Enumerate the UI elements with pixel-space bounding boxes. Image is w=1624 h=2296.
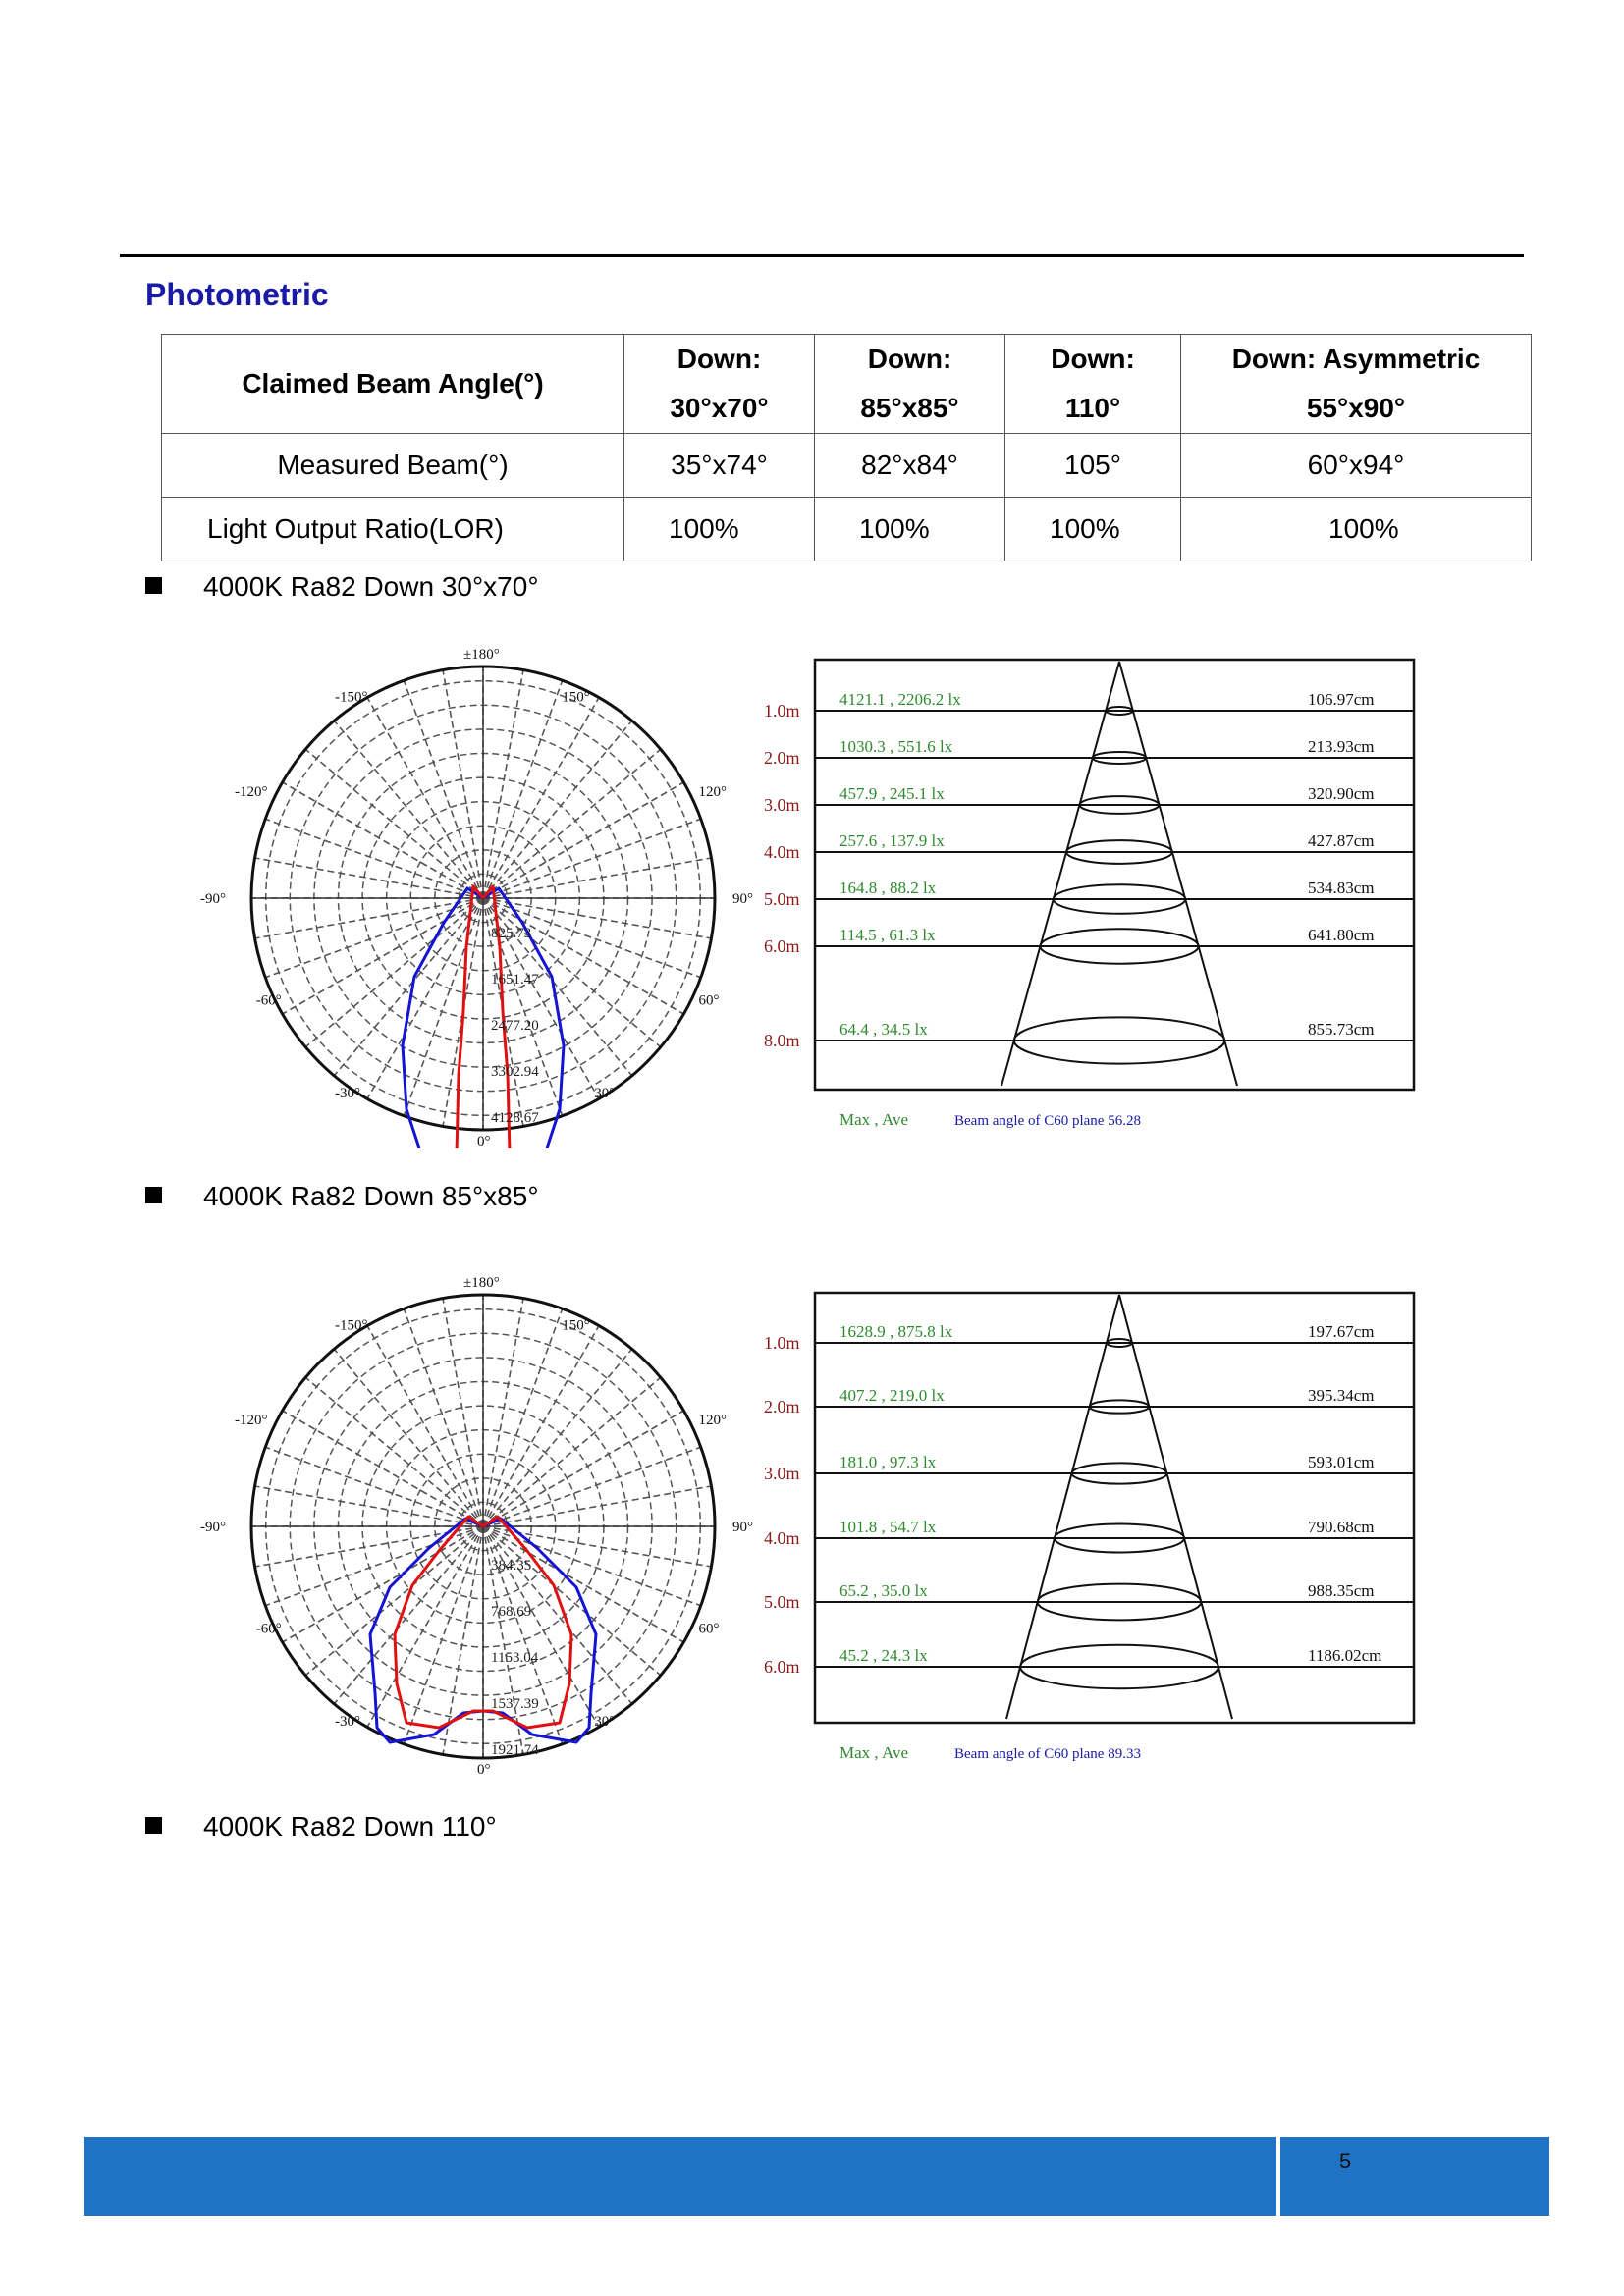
- distance-label: 8.0m: [764, 1031, 800, 1050]
- polar-spoke: [483, 1447, 701, 1526]
- illuminance-label: 65.2 , 35.0 lx: [839, 1581, 928, 1600]
- distance-label: 3.0m: [764, 795, 800, 815]
- polar-angle-label: ±180°: [463, 1275, 500, 1291]
- legend-max-ave: Max , Ave: [839, 1743, 909, 1762]
- illuminance-label: 164.8 , 88.2 lx: [839, 879, 937, 897]
- polar-angle-label: 60°: [698, 1621, 720, 1637]
- distance-label: 1.0m: [764, 1333, 800, 1353]
- diameter-label: 106.97cm: [1308, 690, 1375, 709]
- polar-diagram: [196, 628, 756, 1148]
- bullet-square-icon: [145, 1817, 162, 1834]
- illuminance-label: 407.2 , 219.0 lx: [839, 1386, 945, 1405]
- diameter-label: 320.90cm: [1308, 784, 1375, 803]
- polar-diagram: [196, 1256, 756, 1777]
- ring-value-label: 384.35: [491, 1558, 532, 1574]
- ring-value-label: 1537.39: [491, 1696, 539, 1712]
- legend-beam-angle: Beam angle of C60 plane 89.33: [954, 1746, 1141, 1762]
- polar-angle-label: 120°: [698, 784, 727, 801]
- polar-angle-label: -30°: [334, 1085, 360, 1101]
- distance-label: 5.0m: [764, 1592, 800, 1612]
- bullet-square-icon: [145, 577, 162, 594]
- diameter-label: 534.83cm: [1308, 879, 1375, 897]
- illuminance-label: 257.6 , 137.9 lx: [839, 831, 945, 850]
- diameter-label: 641.80cm: [1308, 926, 1375, 944]
- table-cell: 105°: [1005, 434, 1181, 498]
- distance-label: 6.0m: [764, 1657, 800, 1677]
- ring-value-label: 1153.04: [491, 1650, 539, 1666]
- distance-label: 3.0m: [764, 1464, 800, 1483]
- ring-value-label: 825.73: [491, 926, 532, 941]
- footer-bar: [84, 2137, 1276, 2216]
- ring-value-label: 1651.47: [491, 972, 539, 988]
- table-cell: 35°x74°: [624, 434, 815, 498]
- column-header: Down: 85°x85°: [815, 335, 1005, 434]
- column-header: Down: 30°x70°: [624, 335, 815, 434]
- bullet-item: 4000K Ra82 Down 110°: [145, 1811, 497, 1842]
- ring-value-label: 2477.20: [491, 1018, 539, 1034]
- row-label-lor: Light Output Ratio(LOR): [162, 498, 624, 561]
- table-cell: 82°x84°: [815, 434, 1005, 498]
- table-row: [162, 434, 1532, 498]
- section-heading: Photometric: [145, 277, 329, 312]
- polar-angle-label: ±180°: [463, 647, 500, 663]
- illuminance-label: 114.5 , 61.3 lx: [839, 926, 936, 944]
- bullet-square-icon: [145, 1187, 162, 1203]
- diameter-label: 593.01cm: [1308, 1453, 1375, 1471]
- polar-spoke: [404, 680, 483, 898]
- beam-spec-table: [161, 334, 1532, 561]
- page-number: 5: [1339, 2149, 1352, 2173]
- diameter-label: 1186.02cm: [1308, 1646, 1382, 1665]
- diameter-label: 427.87cm: [1308, 831, 1375, 850]
- illuminance-label: 1628.9 , 875.8 lx: [839, 1322, 953, 1341]
- diameter-label: 213.93cm: [1308, 737, 1375, 756]
- polar-spoke: [483, 680, 563, 898]
- ring-value-label: 4128.67: [491, 1110, 539, 1126]
- bullet-item: 4000K Ra82 Down 85°x85°: [145, 1181, 539, 1212]
- table-row: [162, 335, 1532, 434]
- polar-angle-label: 90°: [732, 1520, 753, 1535]
- illuminance-label: 101.8 , 54.7 lx: [839, 1518, 937, 1536]
- polar-angle-label: 120°: [698, 1413, 727, 1429]
- illuminance-label: 1030.3 , 551.6 lx: [839, 737, 953, 756]
- polar-spoke: [404, 898, 483, 1116]
- polar-angle-label: -120°: [235, 784, 268, 801]
- diameter-label: 790.68cm: [1308, 1518, 1375, 1536]
- diameter-label: 988.35cm: [1308, 1581, 1375, 1600]
- distance-label: 4.0m: [764, 842, 800, 862]
- illuminance-label: 457.9 , 245.1 lx: [839, 784, 945, 803]
- polar-angle-label: -90°: [200, 891, 226, 907]
- illuminance-label: 181.0 , 97.3 lx: [839, 1453, 937, 1471]
- polar-angle-label: -60°: [255, 1621, 282, 1637]
- polar-spoke: [265, 819, 483, 898]
- illuminance-label: 45.2 , 24.3 lx: [839, 1646, 928, 1665]
- polar-angle-label: 30°: [594, 1085, 616, 1101]
- ring-value-label: 3302.94: [491, 1064, 539, 1080]
- distance-label: 4.0m: [764, 1528, 800, 1548]
- polar-spoke: [265, 1447, 483, 1526]
- illuminance-cone-diagram: [746, 1281, 1434, 1777]
- ring-value-label: 768.69: [491, 1604, 532, 1620]
- polar-angle-label: -150°: [334, 1317, 368, 1334]
- polar-spoke: [404, 1308, 483, 1526]
- table-cell: 100%: [815, 498, 1005, 561]
- legend-max-ave: Max , Ave: [839, 1110, 909, 1129]
- diameter-label: 855.73cm: [1308, 1020, 1375, 1039]
- polar-angle-label: -90°: [200, 1520, 226, 1535]
- diameter-label: 197.67cm: [1308, 1322, 1375, 1341]
- legend-beam-angle: Beam angle of C60 plane 56.28: [954, 1113, 1141, 1129]
- polar-angle-label: -120°: [235, 1413, 268, 1429]
- polar-angle-label: 150°: [562, 1317, 590, 1334]
- polar-spoke: [483, 819, 701, 898]
- column-header: Down: 110°: [1005, 335, 1181, 434]
- diameter-label: 395.34cm: [1308, 1386, 1375, 1405]
- illuminance-label: 64.4 , 34.5 lx: [839, 1020, 928, 1039]
- bullet-item: 4000K Ra82 Down 30°x70°: [145, 571, 539, 603]
- column-header: Down: Asymmetric 55°x90°: [1181, 335, 1532, 434]
- distance-label: 1.0m: [764, 701, 800, 721]
- polar-angle-label: 150°: [562, 689, 590, 706]
- ring-value-label: 1921.74: [491, 1742, 539, 1758]
- distance-label: 5.0m: [764, 889, 800, 909]
- table-row: [162, 498, 1532, 561]
- polar-angle-label: 30°: [594, 1713, 616, 1730]
- illuminance-cone-diagram: [746, 648, 1434, 1158]
- header-rule: [120, 254, 1524, 257]
- illuminance-label: 4121.1 , 2206.2 lx: [839, 690, 961, 709]
- polar-angle-label: 90°: [732, 891, 753, 907]
- table-cell: 60°x94°: [1181, 434, 1532, 498]
- row-label-measured: Measured Beam(°): [162, 434, 624, 498]
- distance-label: 2.0m: [764, 748, 800, 768]
- table-cell: 100%: [1005, 498, 1181, 561]
- distance-label: 2.0m: [764, 1397, 800, 1416]
- polar-angle-label: -60°: [255, 992, 282, 1009]
- polar-angle-label: 0°: [477, 1134, 491, 1148]
- distance-label: 6.0m: [764, 936, 800, 956]
- footer-page-box: [1280, 2137, 1549, 2216]
- table-cell: 100%: [624, 498, 815, 561]
- polar-spoke: [483, 1308, 563, 1526]
- polar-spoke: [265, 898, 483, 978]
- polar-angle-label: 60°: [698, 992, 720, 1009]
- polar-angle-label: -30°: [334, 1713, 360, 1730]
- polar-angle-label: -150°: [334, 689, 368, 706]
- row-label-claimed: Claimed Beam Angle(°): [162, 335, 624, 434]
- polar-angle-label: 0°: [477, 1762, 491, 1777]
- table-cell: 100%: [1181, 498, 1532, 561]
